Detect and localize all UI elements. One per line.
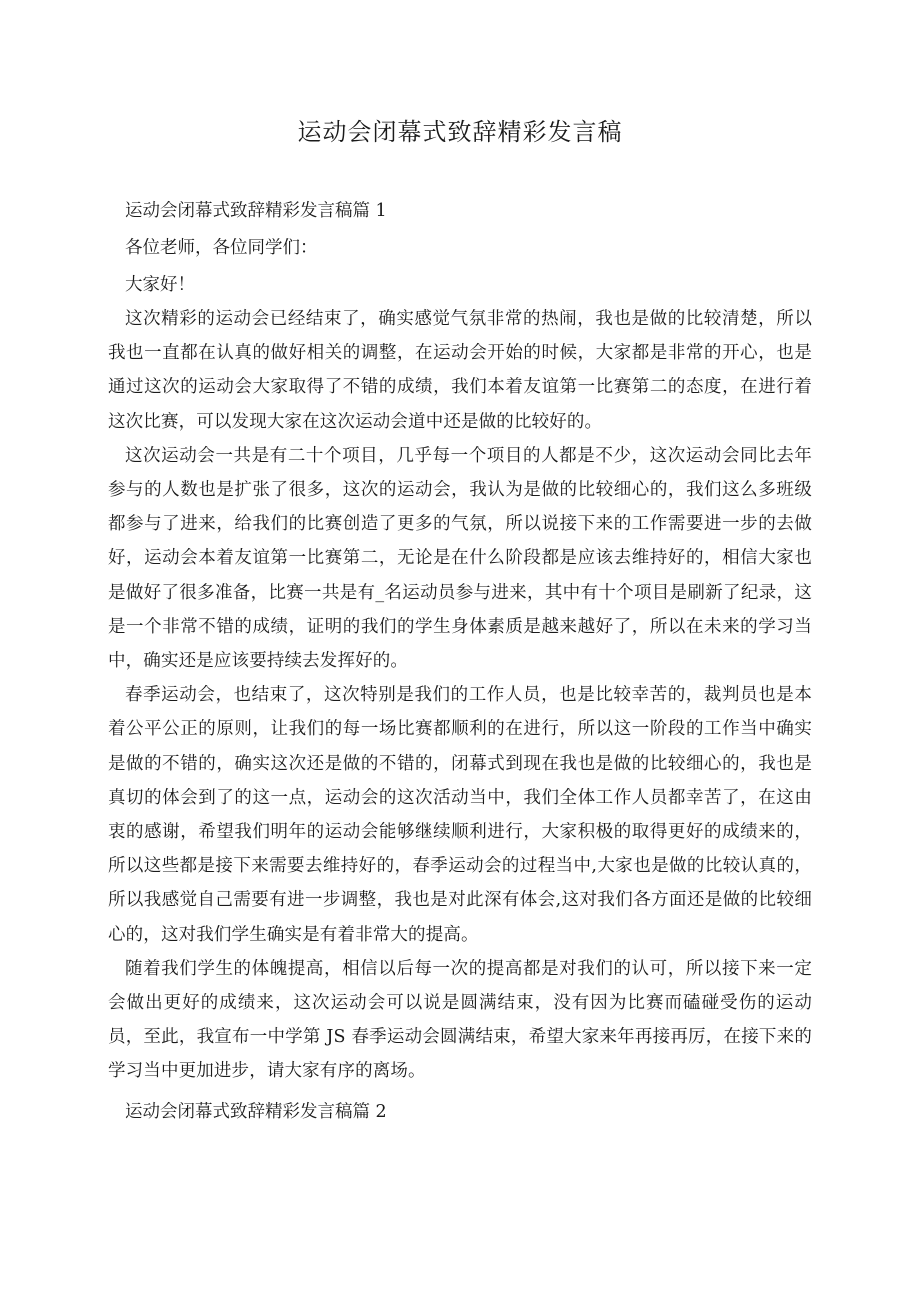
paragraph: 随着我们学生的体魄提高，相信以后每一次的提高都是对我们的认可，所以接下来一定会做出更好的成绩来，这次运动会可以说是圆满结束，没有因为比赛而磕碰受伤的运动员，至此，我宣布一中学第 JS 春季运动会圆满结束，希望大家来年再接再厉，在接下来的学习当中更加进步，请大家有序的离场。 xyxy=(108,958,812,1082)
salutation: 各位老师，各位同学们： xyxy=(125,238,318,258)
document-title: 运动会闭幕式致辞精彩发言稿 xyxy=(297,118,623,146)
paragraph: 春季运动会，也结束了，这次特别是我们的工作人员，也是比较幸苦的，裁判员也是本着公平公正的原则，让我们的每一场比赛都顺利的在进行，所以这一阶段的工作当中确实是做的不错的，确实这次还是做的不错的，闭幕式到现在我也是做的比较细心的，我也是真切的体会到了的这一点，运动会的这次活动当中，我们全体工作人员都幸苦了，在这由衷的感谢，希望我们明年的运动会能够继续顺利进行，大家积极的取得更好的成绩来的，所以这些都是接下来需要去维持好的，春季运动会的过程当中,大家也是做的比较认真的，所以我感觉自己需要有进一步调整，我也是对此深有体会,这对我们各方面还是做的比较细心的，这对我们学生确实是有着非常大的提高。 xyxy=(108,685,812,945)
paragraph: 这次精彩的运动会已经结束了，确实感觉气氛非常的热闹，我也是做的比较清楚，所以我也一直都在认真的做好相关的调整，在运动会开始的时候，大家都是非常的开心，也是通过这次的运动会大家取得了不错的成绩，我们本着友谊第一比赛第二的态度，在进行着这次比赛，可以发现大家在这次运动会道中还是做的比较好的。 xyxy=(108,309,812,432)
document-body xyxy=(108,194,812,1129)
section-heading-1: 运动会闭幕式致辞精彩发言稿篇 1 xyxy=(125,201,387,221)
section-heading-2: 运动会闭幕式致辞精彩发言稿篇 2 xyxy=(125,1101,387,1122)
greeting: 大家好！ xyxy=(125,275,195,295)
paragraph: 这次运动会一共是有二十个项目，几乎每一个项目的人都是不少，这次运动会同比去年参与的人数也是扩张了很多，这次的运动会，我认为是做的比较细心的，我们这么多班级都参与了进来，给我们的比赛创造了更多的气氛，所以说接下来的工作需要进一步的去做好，运动会本着友谊第一比赛第二，无论是在什么阶段都是应该去维持好的，相信大家也是做好了很多准备，比赛一共是有_名运动员参与进来，其中有十个项目是刷新了纪录，这是一个非常不错的成绩，证明的我们的学生身体素质是越来越好了，所以在未来的学习当中，确实还是应该要持续去发挥好的。 xyxy=(108,445,812,672)
